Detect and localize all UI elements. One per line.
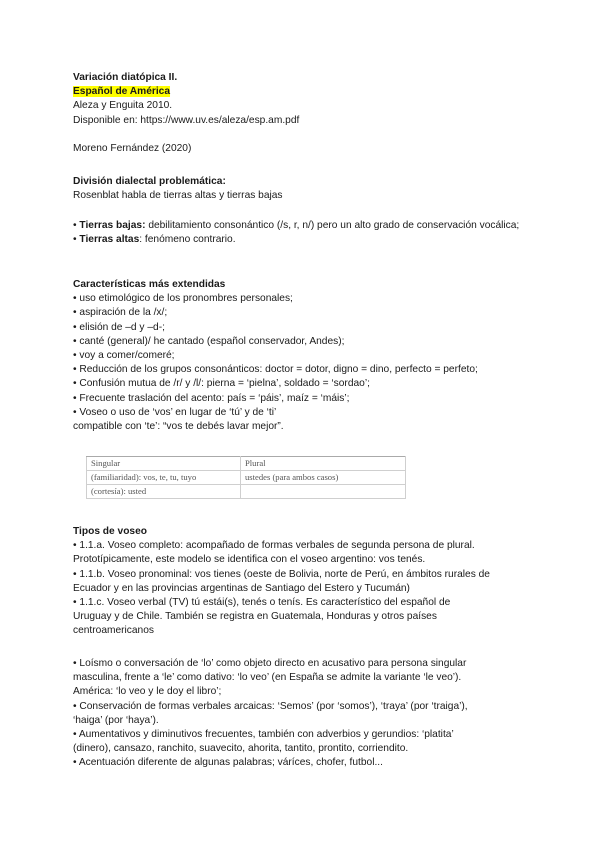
- header-block: [73, 71, 543, 156]
- otros-block: [73, 657, 543, 771]
- voseo-table: [86, 456, 406, 499]
- table-cell: ustedes (para ambos casos): [241, 471, 406, 485]
- table-header-row: [87, 457, 406, 471]
- list-item: • aspiración de la /x/;: [73, 307, 168, 319]
- table-row: [87, 485, 406, 499]
- list-item-tierras-bajas: • Tierras bajas: debilitamiento consonántico (/s, r, n/) pero un alto grado de conservación vocálica;: [73, 220, 520, 231]
- table-row: [87, 471, 406, 485]
- paragraph-line: • Loísmo o conversación de ‘lo’ como objeto directo en acusativo para persona singular: [73, 658, 467, 669]
- reference-line: Aleza y Enguita 2010.: [73, 100, 173, 112]
- paragraph-line: Ecuador y en las provincias argentinas de Santiago del Estero y Tucumán): [73, 582, 410, 594]
- paragraph-line: Uruguay y de Chile. También se registra en Guatemala, Honduras y otros países: [73, 611, 437, 623]
- list-item: • uso etimológico de los pronombres personales;: [73, 293, 293, 305]
- list-item: • Frecuente traslación del acento: país = ‘páis’, maíz = ‘máis’;: [73, 392, 350, 404]
- table-cell: (familiaridad): vos, te, tu, tuyo: [87, 471, 241, 485]
- paragraph-line: • Conservación de formas verbales arcaicas: ‘Semos’ (por ‘somos’), ‘traya’ (por ‘traiga’),: [73, 700, 468, 712]
- paragraph-line: centroamericanos: [73, 625, 154, 637]
- section-heading: Tipos de voseo: [73, 526, 147, 537]
- table-header: Singular: [87, 457, 241, 471]
- document-title: Variación diatópica II.: [73, 72, 178, 83]
- reference-line: Moreno Fernández (2020): [73, 143, 192, 155]
- paragraph-line: • Acentuación diferente de algunas palabras; váríces, chofer, futbol...: [73, 757, 383, 769]
- paragraph-line: • 1.1.c. Voseo verbal (TV) tú estái(s), tenés o tenís. Es característico del español de: [73, 597, 451, 609]
- table-cell: (cortesía): usted: [87, 485, 241, 499]
- list-item: • Voseo o uso de ‘vos’ en lugar de ‘tú’ y de ‘ti’: [73, 406, 277, 418]
- list-item: • elisión de –d y –d-;: [73, 321, 165, 333]
- section-heading: Características más extendidas: [73, 279, 226, 290]
- list-item: compatible con ‘te’: “vos te debés lavar mejor”.: [73, 421, 284, 433]
- list-item-tierras-altas: • Tierras altas: fenómeno contrario.: [73, 234, 236, 246]
- list-item: • Reducción de los grupos consonánticos: doctor = dotor, digno = dino, perfecto = perfeto;: [73, 364, 478, 376]
- paragraph-line: masculina, frente a ‘le’ como dativo: ‘lo veo’ (en España se admite la variante ‘le veo’).: [73, 672, 462, 684]
- paragraph-line: • 1.1.a. Voseo completo: acompañado de formas verbales de segunda persona de plural.: [73, 540, 475, 552]
- list-item: • canté (general)/ he cantado (español conservador, Andes);: [73, 335, 345, 347]
- paragraph-line: Rosenblat habla de tierras altas y tierras bajas: [73, 190, 283, 202]
- tipos-block: [73, 525, 543, 639]
- highlighted-subtitle: Español de América: [73, 86, 171, 98]
- paragraph-line: América: ‘lo veo y le doy el libro’;: [73, 686, 222, 698]
- list-item: • Confusión mutua de /r/ y /l/: pierna = ‘pielna’, soldado = ‘sordao’;: [73, 378, 370, 390]
- reference-link[interactable]: Disponible en: https://www.uv.es/aleza/esp.am.pdf: [73, 114, 300, 126]
- paragraph-line: • 1.1.b. Voseo pronominal: vos tienes (oeste de Bolivia, norte de Perú, en ámbitos rurales de: [73, 568, 490, 580]
- paragraph-line: ‘haiga’ (por ‘haya’).: [73, 714, 159, 726]
- term-text: debilitamiento consonántico (/s, r, n/) pero un alto grado de conservación vocálica;: [145, 220, 520, 231]
- paragraph-line: (dinero), cansazo, ranchito, suavecito, ahorita, tantito, prontito, corriendito.: [73, 743, 409, 755]
- tierras-block: [73, 219, 543, 247]
- term-label: Tierras altas: [79, 234, 140, 246]
- voseo-table-image: [86, 456, 408, 499]
- caracteristicas-block: [73, 278, 543, 434]
- term-label: Tierras bajas:: [79, 220, 146, 231]
- division-block: [73, 175, 543, 203]
- table-cell: [241, 485, 406, 499]
- paragraph-line: Prototípicamente, este modelo se identifica con el voseo argentino: vos tenés.: [73, 554, 426, 566]
- section-heading: División dialectal problemática:: [73, 176, 226, 187]
- table-header: Plural: [241, 457, 406, 471]
- paragraph-line: • Aumentativos y diminutivos frecuentes, también con adverbios y gerundios: ‘platita’: [73, 729, 454, 741]
- term-text: : fenómeno contrario.: [139, 234, 236, 246]
- list-item: • voy a comer/comeré;: [73, 350, 175, 362]
